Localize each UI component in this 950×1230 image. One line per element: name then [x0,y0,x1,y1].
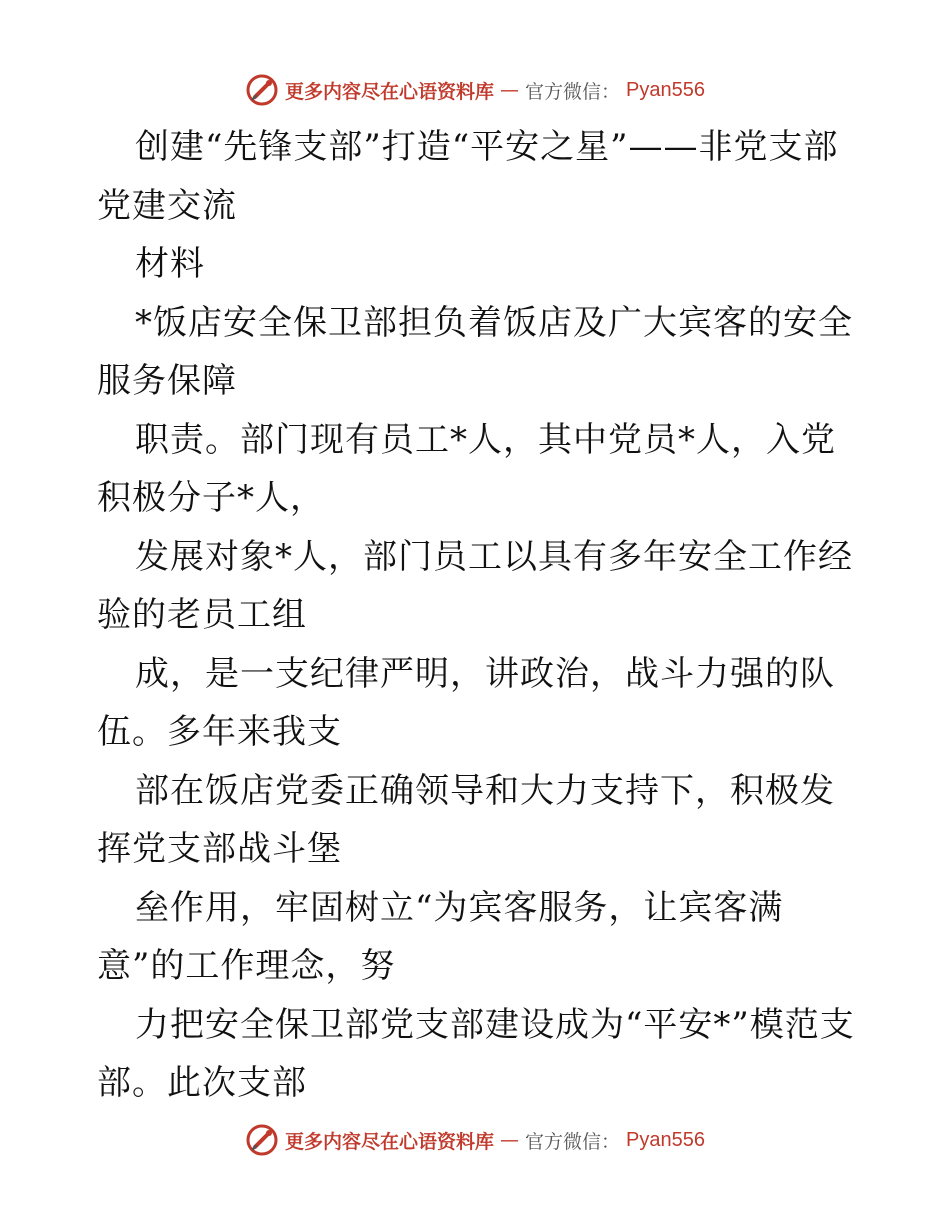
watermark-dash: — [500,79,520,101]
paragraph: 垒作用，牢固树立“为宾客服务，让宾客满意”的工作理念，努 [97,887,784,986]
watermark-account: Pyan556 [626,1128,705,1151]
watermark-account: Pyan556 [626,78,705,101]
document-body [97,118,857,1113]
footer-watermark [0,1120,950,1160]
watermark-brand: 更多内容尽在心语资料库 [285,1130,495,1153]
paragraph: 力把安全保卫部党支部建设成为“平安*”模范支部。此次支部 [97,1004,855,1103]
watermark-official-label: 官方微信： [525,80,621,103]
watermark-official-label: 官方微信： [525,1130,621,1153]
paragraph: 部在饭店党委正确领导和大力支持下，积极发挥党支部战斗堡 [97,770,835,869]
watermark-brand: 更多内容尽在心语资料库 [285,80,495,103]
paragraph: 材料 [135,244,205,284]
header-watermark [0,70,950,110]
paragraph: 发展对象*人，部门员工以具有多年安全工作经验的老员工组 [97,536,853,635]
paragraph: 职责。部门现有员工*人，其中党员*人，入党积极分子*人， [97,419,836,518]
pen-circle-logo-icon [245,73,279,107]
watermark-dash: — [500,1129,520,1151]
paragraph: *饭店安全保卫部担负着饭店及广大宾客的安全服务保障 [97,302,853,401]
pen-circle-logo-icon [245,1123,279,1157]
paragraph: 成，是一支纪律严明，讲政治，战斗力强的队伍。多年来我支 [97,653,835,752]
paragraph-title: 创建“先锋支部”打造“平安之星”——非党支部党建交流 [97,127,839,226]
